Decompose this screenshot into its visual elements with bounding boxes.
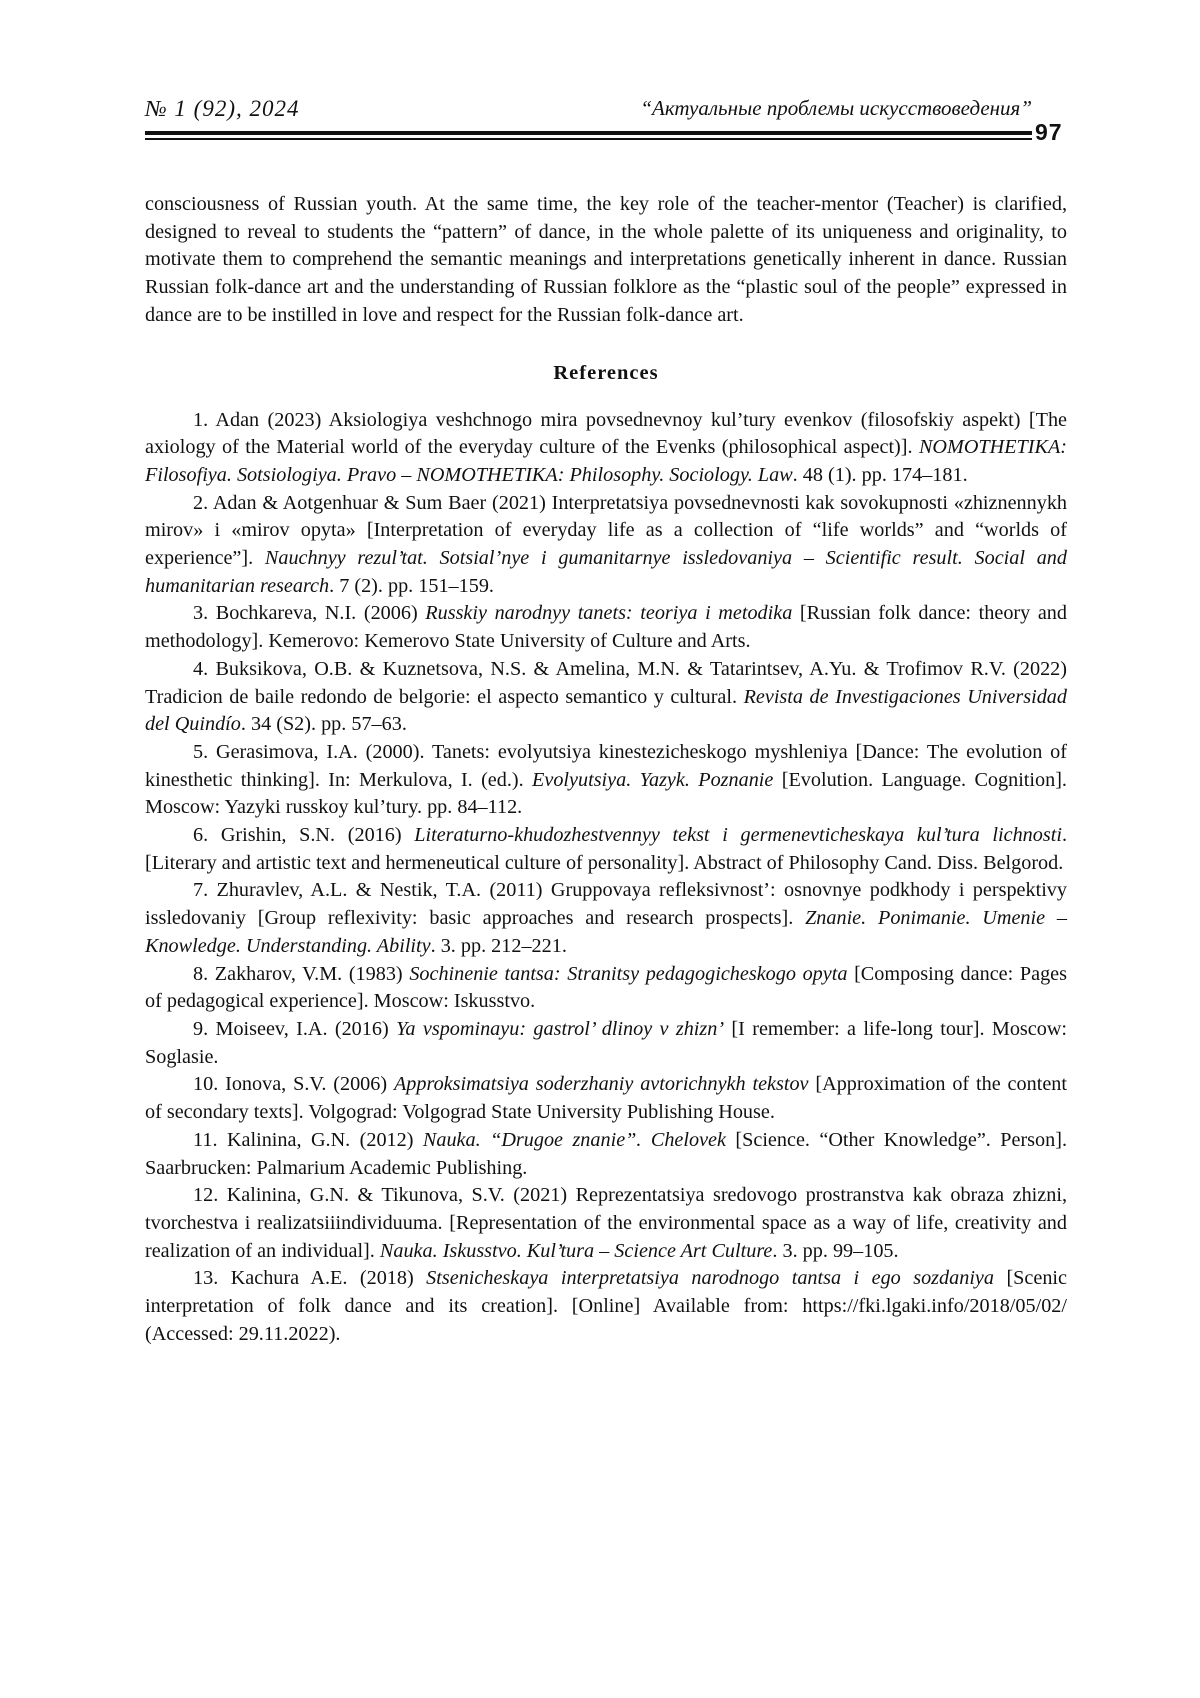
issue-number: № 1 (92), 2024 [145, 96, 300, 121]
reference-source: Revista de Investigaciones Universidad del Quindío [145, 685, 1067, 736]
page-body [145, 191, 1067, 1348]
reference-text: Bochkareva, N.I. (2006) [215, 602, 426, 625]
reference-item [145, 739, 1067, 822]
reference-number: 11. [193, 1128, 218, 1151]
references-heading: References [553, 361, 659, 384]
references-list [145, 407, 1067, 1349]
reference-number: 2. [193, 491, 209, 514]
reference-source: Ya vspominayu: gastrol’ dlinoy v zhizn’ [396, 1017, 725, 1040]
reference-details: [I remember: a life-long tour]. Moscow: Soglasie. [145, 1017, 1068, 1068]
reference-text: Gerasimova, I.A. (2000). Tanets: evolyutsiya kinestezicheskogo myshleniya [Dance: The evolution of kinesthetic thinking]. In: Merkulova, I. (ed.). [145, 740, 1067, 791]
reference-source: NOMOTHETIKA: Filosofiya. Sotsiologiya. Pravo – NOMOTHETIKA: Philosophy. Sociology. Law [145, 436, 1067, 486]
reference-details: . 3. pp. 99–105. [772, 1239, 899, 1262]
reference-item [145, 1182, 1067, 1265]
reference-details: . 3. pp. 212–221. [430, 934, 567, 957]
reference-item [145, 822, 1067, 877]
reference-text: Adan & Aotgenhuar & Sum Baer (2021) Interpretatsiya povsednevnosti kak sovokupnosti «zhiznennykh mirov» i «mirov opyta» [Interpretation of everyday life as a collection of “life worlds” and “worlds of experience”]. [145, 491, 1068, 570]
reference-details: [Composing dance: Pages of pedagogical experience]. Moscow: Iskusstvo. [145, 962, 1067, 1013]
reference-item [145, 490, 1067, 601]
reference-text: Buksikova, O.B. & Kuznetsova, N.S. & Amelina, M.N. & Tatarintsev, A.Yu. & Trofimov R.V. (2022) Tradicion de baile redondo de belgorie: el aspecto semantico y cultural. [145, 657, 1068, 708]
reference-text: Kalinina, G.N. & Tikunova, S.V. (2021) Reprezentatsiya sredovogo prostranstva kak obraza zhizni, tvorchestva i realizatsiiindividuuma. [Representation of the environmental space as a way of life, creativity and realization of an individual]. [145, 1184, 1067, 1262]
reference-item [145, 407, 1067, 490]
reference-source: Evolyutsiya. Yazyk. Poznanie [532, 768, 774, 791]
reference-number: 9. [193, 1017, 209, 1040]
reference-details: . 48 (1). pp. 174–181. [792, 463, 968, 486]
reference-item [145, 1265, 1067, 1348]
reference-item [145, 1016, 1067, 1071]
reference-item [145, 1071, 1067, 1126]
reference-source: Approksimatsiya soderzhaniy avtorichnykh tekstov [393, 1073, 809, 1096]
reference-details: [Scenic interpretation of folk dance and its creation]. [Online] Available from: https://fki.lgaki.info/2018/05/02/ (Accessed: 29.11.2022). [145, 1267, 1067, 1345]
header-rule-thin [145, 138, 1032, 140]
reference-text: Kachura A.E. (2018) [230, 1267, 427, 1290]
reference-text: Zakharov, V.M. (1983) [214, 962, 410, 985]
reference-details: . 34 (S2). pp. 57–63. [240, 713, 407, 736]
reference-number: 8. [193, 962, 209, 985]
reference-details: [Science. “Other Knowledge”. Person]. Saarbrucken: Palmarium Academic Publishing. [145, 1128, 1067, 1179]
reference-details: [Approximation of the content of secondary texts]. Volgograd: Volgograd State University Publishing House. [145, 1073, 1067, 1124]
reference-source: Sochinenie tantsa: Stranitsy pedagogicheskogo opyta [409, 962, 848, 985]
reference-details: . [Literary and artistic text and hermeneutical culture of personality]. Abstract of Philosophy Cand. Diss. Belgorod. [145, 824, 1067, 874]
reference-source: Russkiy narodnyy tanets: teoriya i metodika [425, 602, 793, 625]
reference-number: 3. [193, 602, 209, 625]
intro-paragraph: consciousness of Russian youth. At the same time, the key role of the teacher-mentor (Teacher) is clarified, designed to reveal to students the “pattern” of dance, in the whole palette of its uniqueness and originality, to motivate them to comprehend the semantic meanings and interpretations genetically inherent in dance. Russian Russian folk-dance art and the understanding of Russian folklore as the “plastic soul of the people” expressed in dance are to be instilled in love and respect for the Russian folk-dance art. [145, 193, 1067, 326]
reference-item [145, 961, 1067, 1016]
reference-number: 1. [193, 408, 209, 431]
reference-details: [Evolution. Language. Cognition]. Moscow: Yazyki russkoy kul’tury. pp. 84–112. [145, 768, 1067, 819]
reference-item [145, 877, 1067, 960]
reference-number: 12. [193, 1184, 219, 1207]
reference-item [145, 656, 1067, 739]
reference-details: . 7 (2). pp. 151–159. [329, 574, 494, 597]
page-number: 97 [1035, 119, 1063, 145]
reference-item [145, 1127, 1067, 1182]
reference-number: 7. [193, 879, 209, 902]
reference-number: 5. [193, 740, 209, 763]
reference-source: Nauchnyy rezul’tat. Sotsial’nye i gumanitarnye issledovaniya – Scientific result. Social and humanitarian research [145, 547, 1067, 597]
reference-text: Moiseev, I.A. (2016) [215, 1017, 397, 1040]
journal-title: “Актуальные проблемы искусствоведения” [640, 96, 1032, 120]
reference-source: Literaturno-khudozhestvennyy tekst i germenevticheskaya kul’tura lichnosti [414, 824, 1062, 847]
reference-details: [Russian folk dance: theory and methodology]. Kemerovo: Kemerovo State University of Culture and Arts. [145, 602, 1067, 653]
reference-text: Grishin, S.N. (2016) [220, 824, 415, 847]
reference-text: Ionova, S.V. (2006) [225, 1073, 394, 1096]
reference-source: Znanie. Ponimanie. Umenie – Knowledge. Understanding. Ability [145, 907, 1067, 957]
reference-number: 4. [193, 657, 209, 680]
reference-text: Kalinina, G.N. (2012) [226, 1128, 423, 1151]
reference-number: 13. [193, 1267, 219, 1290]
reference-text: Adan (2023) Aksiologiya veshchnogo mira povsednevnoy kul’tury evenkov (filosofskiy aspekt) [The axiology of the Material world of the everyday culture of the Evenks (philosophical aspect)]. [145, 408, 1068, 459]
header-rule-thick [145, 131, 1032, 135]
reference-number: 6. [193, 824, 209, 847]
reference-number: 10. [193, 1073, 219, 1096]
reference-source: Stsenicheskaya interpretatsiya narodnogo tantsa i ego sozdaniya [426, 1267, 994, 1290]
reference-source: Nauka. “Drugoe znanie”. Chelovek [422, 1128, 726, 1151]
reference-item [145, 600, 1067, 655]
reference-source: Nauka. Iskusstvo. Kul’tura – Science Art Culture [379, 1239, 773, 1262]
reference-text: Zhuravlev, A.L. & Nestik, T.A. (2011) Gruppovaya refleksivnost’: osnovnye podkhody i perspektivy issledovaniy [Group reflexivity: basic approaches and research prospects]. [145, 879, 1067, 930]
